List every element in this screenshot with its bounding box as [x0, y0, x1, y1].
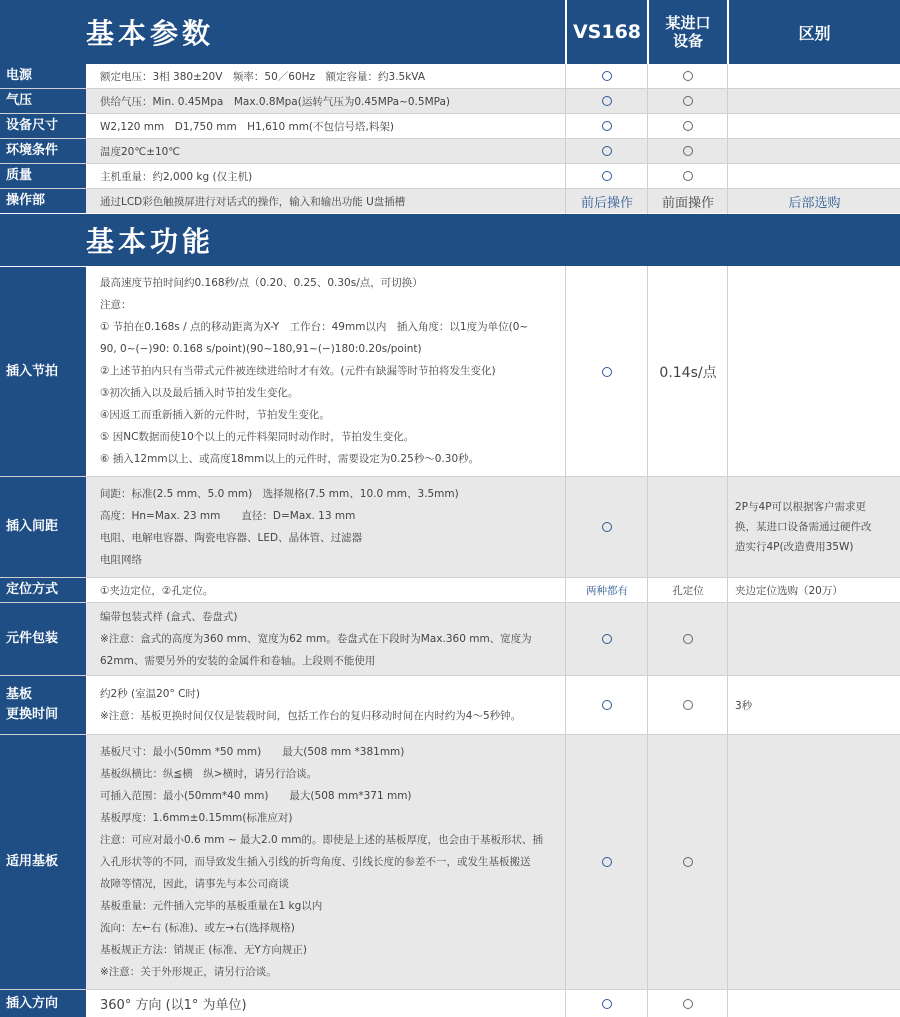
vs168-value — [567, 64, 647, 88]
vs168-value — [567, 89, 647, 113]
import-value — [649, 139, 727, 163]
import-value — [649, 990, 727, 1017]
import-value: 前面操作 — [661, 195, 714, 211]
note-line: 换，某进口设备需通过硬件改 — [735, 521, 872, 533]
difference-value — [729, 164, 900, 188]
column-divider — [565, 266, 566, 1017]
desc-line: ※注意：盒式的高度为360 mm、宽度为62 mm。卷盘式在下段时为Max.360 mm、宽度为 — [100, 633, 532, 645]
vs168-value — [567, 114, 647, 138]
func-row-applicable-board — [0, 735, 900, 989]
difference-value — [729, 139, 900, 163]
difference-value: 后部选购 — [788, 195, 841, 211]
import-value — [649, 676, 727, 734]
param-row-operation — [0, 189, 900, 213]
param-row-air-pressure — [0, 89, 900, 113]
desc-line: ②上述节拍内只有当带式元件被连续进给时才有效。(元件有缺漏等时节拍将发生变化) — [100, 365, 496, 377]
func-desc — [100, 477, 562, 577]
func-row-positioning — [0, 578, 900, 602]
param-desc: 通过LCD彩色触摸屏进行对话式的操作，输入和输出功能 U盘插槽 — [100, 195, 406, 208]
difference-value — [729, 735, 900, 989]
func-row-packaging — [0, 603, 900, 675]
desc-line: 注意： — [100, 299, 132, 311]
column-divider — [647, 64, 648, 214]
param-label: 操作部 — [0, 189, 86, 213]
difference-value — [729, 89, 900, 113]
vs168-value — [567, 477, 647, 577]
column-divider — [727, 64, 728, 214]
param-label: 设备尺寸 — [0, 114, 86, 138]
import-value — [649, 164, 727, 188]
desc-line: 电阻网络 — [100, 554, 142, 566]
circle-mark-icon — [602, 700, 612, 710]
param-row-environment — [0, 139, 900, 163]
vs168-value: 前后操作 — [580, 195, 633, 211]
difference-value — [729, 114, 900, 138]
func-label — [0, 676, 86, 734]
column-divider — [647, 266, 648, 1017]
desc-line: 90, 0~(−)90: 0.168 s/point)(90~180,91~(−)180:0.20s/point) — [100, 343, 422, 355]
func-row-insert-direction — [0, 990, 900, 1017]
import-value: 孔定位 — [672, 584, 704, 597]
circle-mark-icon — [602, 367, 612, 377]
vs168-value: 两种都有 — [586, 584, 628, 597]
param-desc: 温度20℃±10℃ — [100, 145, 181, 158]
label-line-2: 更换时间 — [6, 707, 59, 722]
desc-line: 基板厚度：1.6mm±0.15mm(标准应对) — [100, 812, 293, 824]
vs168-value — [567, 676, 647, 734]
desc-line: 编带包装式样 (盒式、卷盘式) — [100, 611, 238, 623]
param-desc: 供给气压：Min. 0.45Mpa Max.0.8Mpa(运转气压为0.45MPa~0.5MPa) — [100, 95, 451, 108]
func-desc — [100, 267, 562, 476]
func-label: 插入间距 — [0, 477, 86, 577]
circle-mark-icon — [683, 121, 693, 131]
param-label: 电源 — [0, 64, 86, 88]
param-label: 气压 — [0, 89, 86, 113]
desc-line: 基板规正方法：销规正 (标准、无Y方向规正) — [100, 944, 307, 956]
param-desc: 额定电压：3相 380±20V 频率：50／60Hz 额定容量：约3.5kVA — [100, 70, 426, 83]
basic-functions-title: 基本功能 — [86, 225, 215, 258]
row-divider — [0, 138, 900, 139]
circle-mark-icon — [683, 71, 693, 81]
circle-mark-icon — [683, 634, 693, 644]
circle-mark-icon — [602, 522, 612, 532]
import-value: 0.14s/点 — [659, 364, 717, 381]
func-label-text — [6, 685, 58, 725]
desc-line: 入孔形状等的不同，而导致发生插入引线的折弯角度、引线长度的参差不一，或发生基板搬送 — [100, 856, 531, 868]
basic-params-title: 基本参数 — [86, 17, 215, 50]
desc-line: 高度：Hn=Max. 23 mm 直径：D=Max. 13 mm — [100, 510, 356, 522]
func-label: 元件包装 — [0, 603, 86, 675]
desc-line: 注意：可应对最小0.6 mm ~ 最大2.0 mm的。即使是上述的基板厚度，也会由于基板形状、插 — [100, 834, 543, 846]
col-import-device-label: 某进口设备 — [665, 14, 711, 50]
circle-mark-icon — [602, 146, 612, 156]
circle-mark-icon — [602, 96, 612, 106]
desc-line: ④因返工而重新插入新的元件时，节拍发生变化。 — [100, 409, 330, 421]
difference-value — [729, 64, 900, 88]
desc-line: ① 节拍在0.168s / 点的移动距离为X-Y 工作台：49mm以内 插入角度：以1度为单位(0~ — [100, 321, 529, 333]
vs168-value — [567, 990, 647, 1017]
desc-line: 流向：左←右 (标准)、或左→右(选择规格) — [100, 922, 295, 934]
import-value — [649, 64, 727, 88]
circle-mark-icon — [602, 71, 612, 81]
import-value — [649, 603, 727, 675]
difference-value: 夹边定位选购（20万） — [735, 584, 843, 597]
desc-line: 62mm、需要另外的安装的金属件和卷轴。上段则不能使用 — [100, 655, 376, 667]
desc-line: 电阻、电解电容器、陶瓷电容器、LED、晶体管、过滤器 — [100, 532, 363, 544]
func-row-board-change — [0, 676, 900, 734]
circle-mark-icon — [683, 146, 693, 156]
func-desc — [100, 603, 562, 675]
row-divider — [0, 675, 900, 676]
desc-line: 约2秒 (室温20° C时) — [100, 688, 200, 700]
desc-line: 基板纵横比：纵≦横 纵>横时，请另行洽谈。 — [100, 768, 318, 780]
func-label: 定位方式 — [0, 578, 86, 602]
desc-line: 故障等情况，因此，请事先与本公司商谈 — [100, 878, 289, 890]
basic-functions-header — [0, 214, 900, 266]
func-row-insert-spacing — [0, 477, 900, 577]
func-label: 适用基板 — [0, 735, 86, 989]
col-vs168-header: VS168 — [572, 21, 642, 43]
col-import-device-header — [649, 0, 727, 64]
vs168-value — [567, 139, 647, 163]
difference-value — [729, 603, 900, 675]
desc-line: 最高速度节拍时间约0.168秒/点（0.20、0.25、0.30s/点，可切换） — [100, 277, 423, 289]
difference-value: 3秒 — [735, 699, 753, 712]
func-desc: 360° 方向 (以1° 为单位) — [100, 998, 247, 1013]
param-row-dimensions — [0, 114, 900, 138]
func-row-insert-pitch — [0, 267, 900, 476]
vs168-value — [567, 603, 647, 675]
param-label: 质量 — [0, 164, 86, 188]
note-line: 造实行4P(改造费用35W) — [735, 541, 854, 553]
desc-line: ※注意：基板更换时间仅仅是装载时间，包括工作台的复归移动时间在内时约为4～5秒钟。 — [100, 710, 522, 722]
col-difference-header: 区别 — [798, 23, 831, 43]
desc-line: ※注意：关于外形规正，请另行洽谈。 — [100, 966, 277, 978]
param-row-weight — [0, 164, 900, 188]
row-divider — [0, 602, 900, 603]
desc-line: ⑥ 插入12mm以上、或高度18mm以上的元件时，需要设定为0.25秒～0.30秒。 — [100, 453, 480, 465]
import-value — [649, 89, 727, 113]
column-divider — [565, 64, 566, 214]
circle-mark-icon — [602, 634, 612, 644]
desc-line: 间距：标准(2.5 mm、5.0 mm) 选择规格(7.5 mm、10.0 mm、3.5mm) — [100, 488, 459, 500]
basic-params-header — [0, 0, 900, 64]
vs168-value — [567, 735, 647, 989]
import-value — [649, 477, 727, 577]
row-divider — [0, 476, 900, 477]
circle-mark-icon — [683, 857, 693, 867]
row-divider — [0, 734, 900, 735]
desc-line: 基板尺寸：最小(50mm *50 mm) 最大(508 mm *381mm) — [100, 746, 405, 758]
param-row-power — [0, 64, 900, 88]
param-desc: 主机重量：约2,000 kg (仅主机) — [100, 170, 253, 183]
circle-mark-icon — [683, 171, 693, 181]
circle-mark-icon — [602, 999, 612, 1009]
import-value — [649, 735, 727, 989]
label-line-1: 基板 — [6, 687, 33, 702]
difference-value — [729, 477, 900, 577]
row-divider — [0, 113, 900, 114]
circle-mark-icon — [683, 999, 693, 1009]
circle-mark-icon — [683, 700, 693, 710]
circle-mark-icon — [602, 857, 612, 867]
param-label: 环境条件 — [0, 139, 86, 163]
func-desc: ①夹边定位，②孔定位。 — [100, 584, 214, 597]
column-divider — [727, 266, 728, 1017]
desc-line: ⑤ 因NC数据而使10个以上的元件料架同时动作时，节拍发生变化。 — [100, 431, 415, 443]
circle-mark-icon — [683, 96, 693, 106]
vs168-value — [567, 267, 647, 476]
circle-mark-icon — [602, 171, 612, 181]
param-desc: W2,120 mm D1,750 mm H1,610 mm(不包信号塔,料架) — [100, 120, 394, 133]
row-divider — [0, 989, 900, 990]
func-desc — [100, 735, 562, 989]
func-desc — [100, 676, 562, 734]
circle-mark-icon — [602, 121, 612, 131]
func-label: 插入方向 — [0, 990, 86, 1017]
desc-line: ③初次插入以及最后插入时节拍发生变化。 — [100, 387, 299, 399]
difference-value — [729, 990, 900, 1017]
row-divider — [0, 88, 900, 89]
row-divider — [0, 577, 900, 578]
difference-note — [735, 497, 893, 557]
func-label: 插入节拍 — [0, 267, 86, 476]
row-divider — [0, 188, 900, 189]
desc-line: 基板重量：元件插入完毕的基板重量在1 kg以内 — [100, 900, 323, 912]
vs168-value — [567, 164, 647, 188]
import-value — [649, 114, 727, 138]
note-line: 2P与4P可以根据客户需求更 — [735, 501, 867, 513]
desc-line: 可插入范围：最小(50mm*40 mm) 最大(508 mm*371 mm) — [100, 790, 412, 802]
row-divider — [0, 163, 900, 164]
difference-value — [729, 267, 900, 476]
